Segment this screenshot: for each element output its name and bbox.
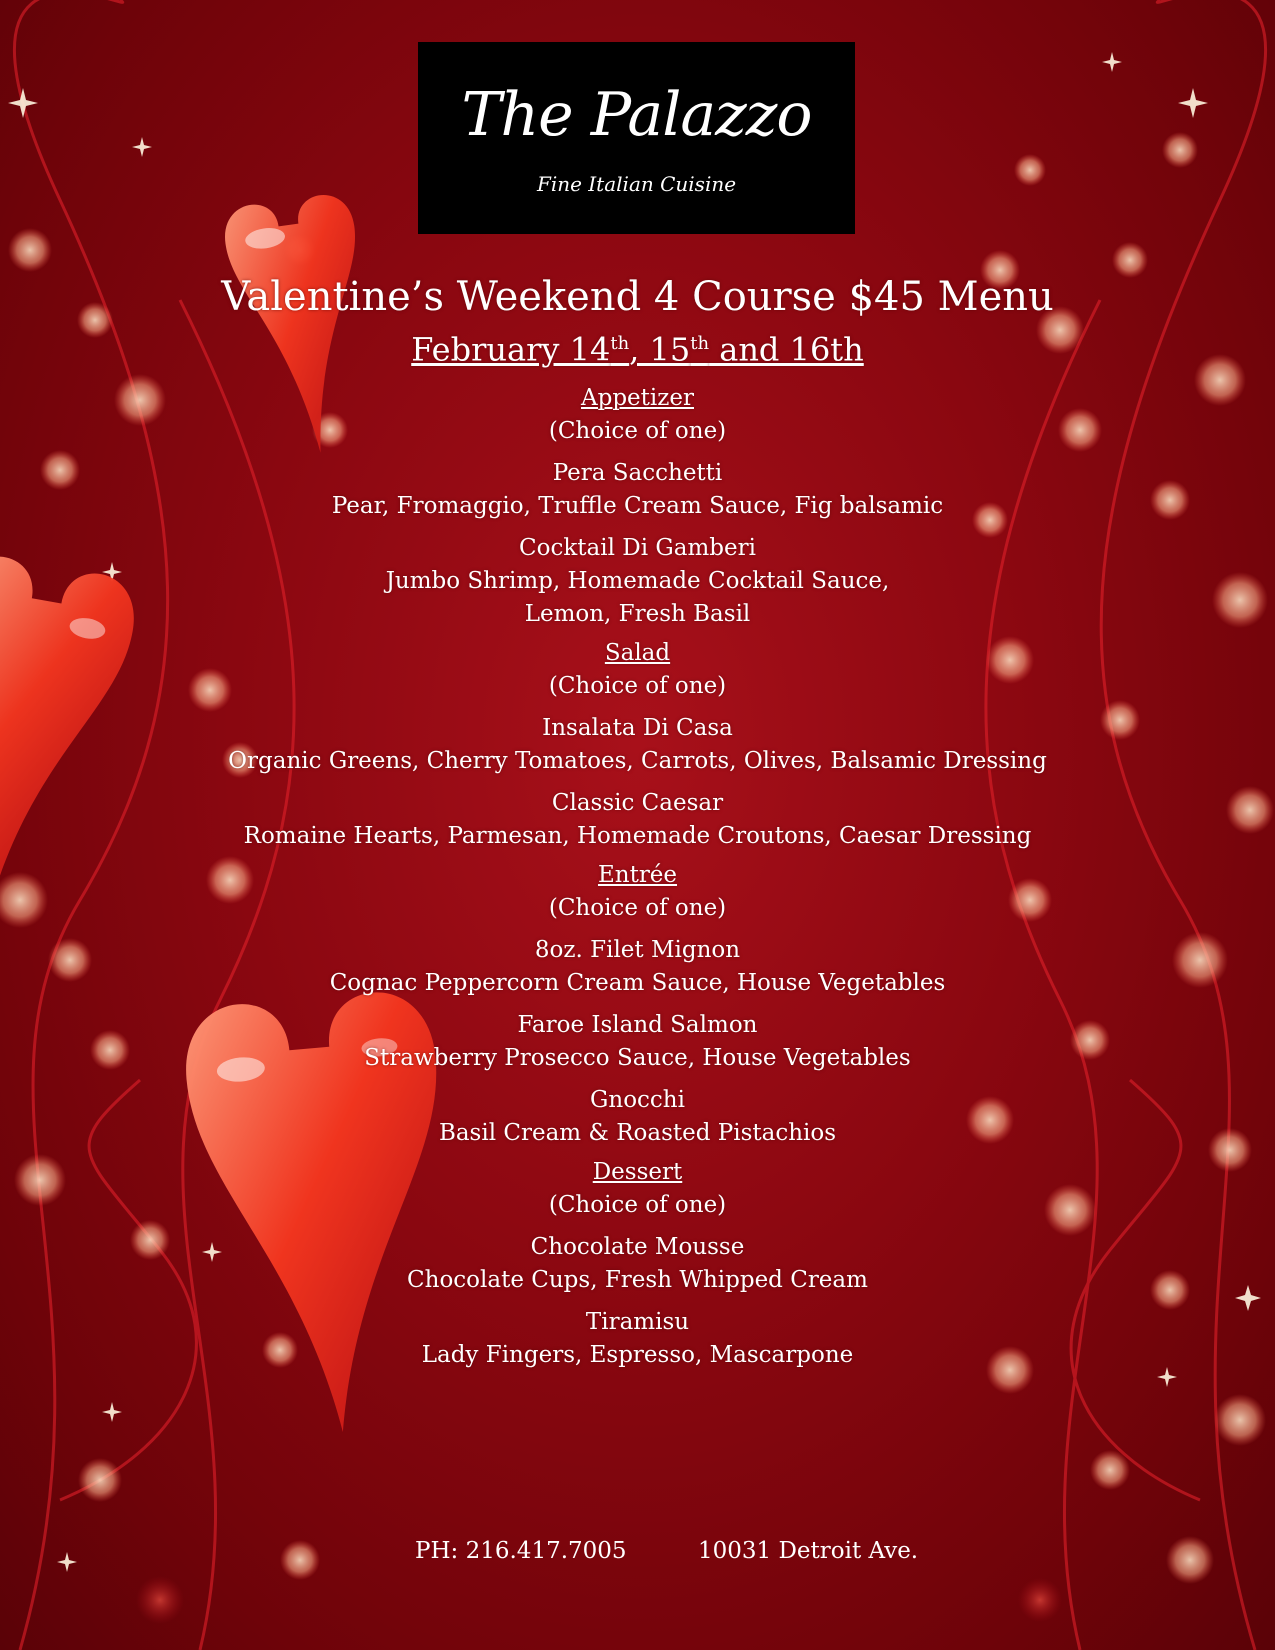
street-address: 10031 Detroit Ave.: [698, 1538, 919, 1564]
logo-title: The Palazzo: [461, 80, 812, 150]
item-description: Organic Greens, Cherry Tomatoes, Carrots, Olives, Balsamic Dressing: [228, 747, 1047, 774]
section-dessert: [0, 1156, 1275, 1372]
item-description: Jumbo Shrimp, Homemade Cocktail Sauce,: [385, 567, 890, 594]
section-title: Entrée: [597, 861, 678, 888]
section-salad: [0, 637, 1275, 853]
menu-item: [0, 1084, 1275, 1150]
menu-dates: February 14th, 15th and 16th: [411, 330, 864, 369]
restaurant-logo: [418, 42, 855, 234]
section-choice-note: (Choice of one): [548, 417, 727, 444]
item-name: Faroe Island Salmon: [517, 1011, 758, 1038]
menu-item: [0, 457, 1275, 523]
item-description: Pear, Fromaggio, Truffle Cream Sauce, Fig balsamic: [331, 492, 944, 519]
item-description: Chocolate Cups, Fresh Whipped Cream: [407, 1266, 868, 1293]
section-choice-note: (Choice of one): [548, 894, 727, 921]
item-description: Strawberry Prosecco Sauce, House Vegetables: [364, 1044, 911, 1071]
contact-footer: [0, 1538, 1275, 1572]
menu-item: [0, 934, 1275, 1000]
section-entree: [0, 859, 1275, 1150]
item-description: Cognac Peppercorn Cream Sauce, House Vegetables: [329, 969, 946, 996]
menu-content: [0, 270, 1275, 1372]
section-appetizer: [0, 382, 1275, 631]
section-choice-note: (Choice of one): [548, 1191, 727, 1218]
item-name: Chocolate Mousse: [530, 1233, 745, 1260]
menu-item: [0, 712, 1275, 778]
phone-number: PH: 216.417.7005: [415, 1538, 627, 1564]
section-title: Salad: [604, 639, 671, 666]
menu-item: [0, 1306, 1275, 1372]
item-name: Insalata Di Casa: [542, 714, 733, 741]
menu-item: [0, 532, 1275, 631]
logo-subtitle: Fine Italian Cuisine: [536, 172, 737, 196]
item-description: Lady Fingers, Espresso, Mascarpone: [421, 1341, 854, 1368]
menu-headline: Valentine’s Weekend 4 Course $45 Menu: [221, 274, 1054, 320]
section-title: Dessert: [592, 1158, 683, 1185]
section-choice-note: (Choice of one): [548, 672, 727, 699]
item-name: Tiramisu: [585, 1308, 690, 1335]
item-name: Classic Caesar: [551, 789, 724, 816]
menu-item: [0, 1009, 1275, 1075]
section-title: Appetizer: [581, 384, 694, 411]
item-name: 8oz. Filet Mignon: [534, 936, 741, 963]
menu-item: [0, 787, 1275, 853]
item-name: Gnocchi: [590, 1086, 685, 1113]
item-description: Basil Cream & Roasted Pistachios: [438, 1119, 837, 1146]
item-description: Lemon, Fresh Basil: [524, 600, 751, 627]
item-name: Pera Sacchetti: [552, 459, 723, 486]
menu-item: [0, 1231, 1275, 1297]
item-description: Romaine Hearts, Parmesan, Homemade Croutons, Caesar Dressing: [243, 822, 1032, 849]
item-name: Cocktail Di Gamberi: [519, 534, 756, 561]
